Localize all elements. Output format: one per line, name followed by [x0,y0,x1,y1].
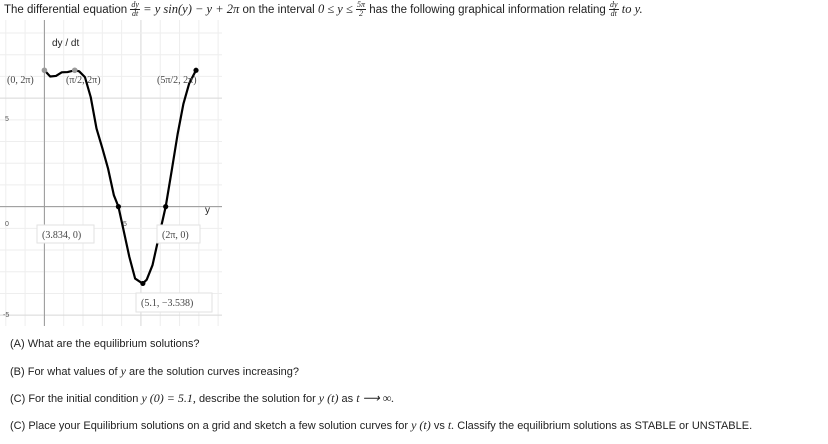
question-c2-t: t. [447,418,455,432]
question-c1-as: as [341,393,354,405]
intro-prefix: The differential equation [4,4,128,16]
y-axis-title: dy / dt [52,38,80,49]
tick-label-0: 0 [5,221,9,228]
point-marker [72,67,78,73]
interval-text: on the interval [242,4,315,16]
question-c1-pre: (C) For the initial condition [10,393,139,405]
fraction-numerator: dy [131,1,139,10]
point-label-3834-0: (3.834, 0) [42,230,82,241]
question-c2 [10,418,752,433]
fraction-denominator: dt [132,9,139,19]
point-marker [163,204,168,209]
point-marker [42,67,48,73]
question-c1-condition: y (0) = 5.1, [141,391,196,405]
tick-label-5: 5 [5,116,9,123]
interval-expression: 0 ≤ y ≤ [317,2,353,16]
tick-label-x5: 5 [123,221,127,228]
intro-to-y: to y. [621,2,643,16]
x-axis-title: y [205,205,210,216]
question-c2-expr: y (t) [411,418,431,432]
dy-dt-curve [44,70,196,283]
five-pi-over-two-fraction [356,1,366,18]
point-label-min: (5.1, −3.538) [141,298,194,309]
point-markers [42,67,199,286]
question-b [10,364,299,379]
question-c1-expr: y (t) [318,391,339,405]
fraction-denominator: 2 [359,9,364,19]
question-b-var: y [120,364,126,378]
question-c2-vs: vs [433,420,445,432]
equation-rhs: = y sin(y) − y + 2π [143,2,240,16]
question-c1-mid: describe the solution for [198,393,316,405]
point-label-pi2-2pi: (π/2, 2π) [66,75,101,86]
point-marker [140,281,145,286]
intro-suffix: has the following graphical information relating [369,4,606,16]
fraction-denominator: dt [610,9,617,19]
tick-label-neg5: -5 [3,312,10,319]
question-b-post: are the solution curves increasing? [129,366,300,378]
question-c2-post: Classify the equilibrium solutions as STABLE or UNSTABLE. [457,420,753,432]
question-c1-limit: t ⟶ ∞. [356,391,395,405]
question-a-text: (A) What are the equilibrium solutions? [10,338,200,350]
point-marker [116,204,121,209]
dy-dt-fraction [130,1,140,18]
point-label-0-2pi: (0, 2π) [7,75,34,86]
point-marker [193,68,198,73]
question-a [10,337,200,351]
problem-statement [4,1,826,19]
graph-gridlines [0,20,222,326]
point-label-2pi-0: (2π, 0) [162,230,189,241]
question-c2-pre: (C) Place your Equilibrium solutions on a grid and sketch a few solution curves for [10,420,409,432]
fraction-numerator: 5π [357,1,366,10]
question-c1 [10,391,394,406]
point-label-5pi2-2pi: (5π/2, 2π) [157,75,197,86]
dy-dt-fraction-2 [609,1,619,18]
question-b-pre: (B) For what values of [10,366,118,378]
dy-dt-graph [0,20,222,326]
fraction-numerator: dy [610,1,618,10]
